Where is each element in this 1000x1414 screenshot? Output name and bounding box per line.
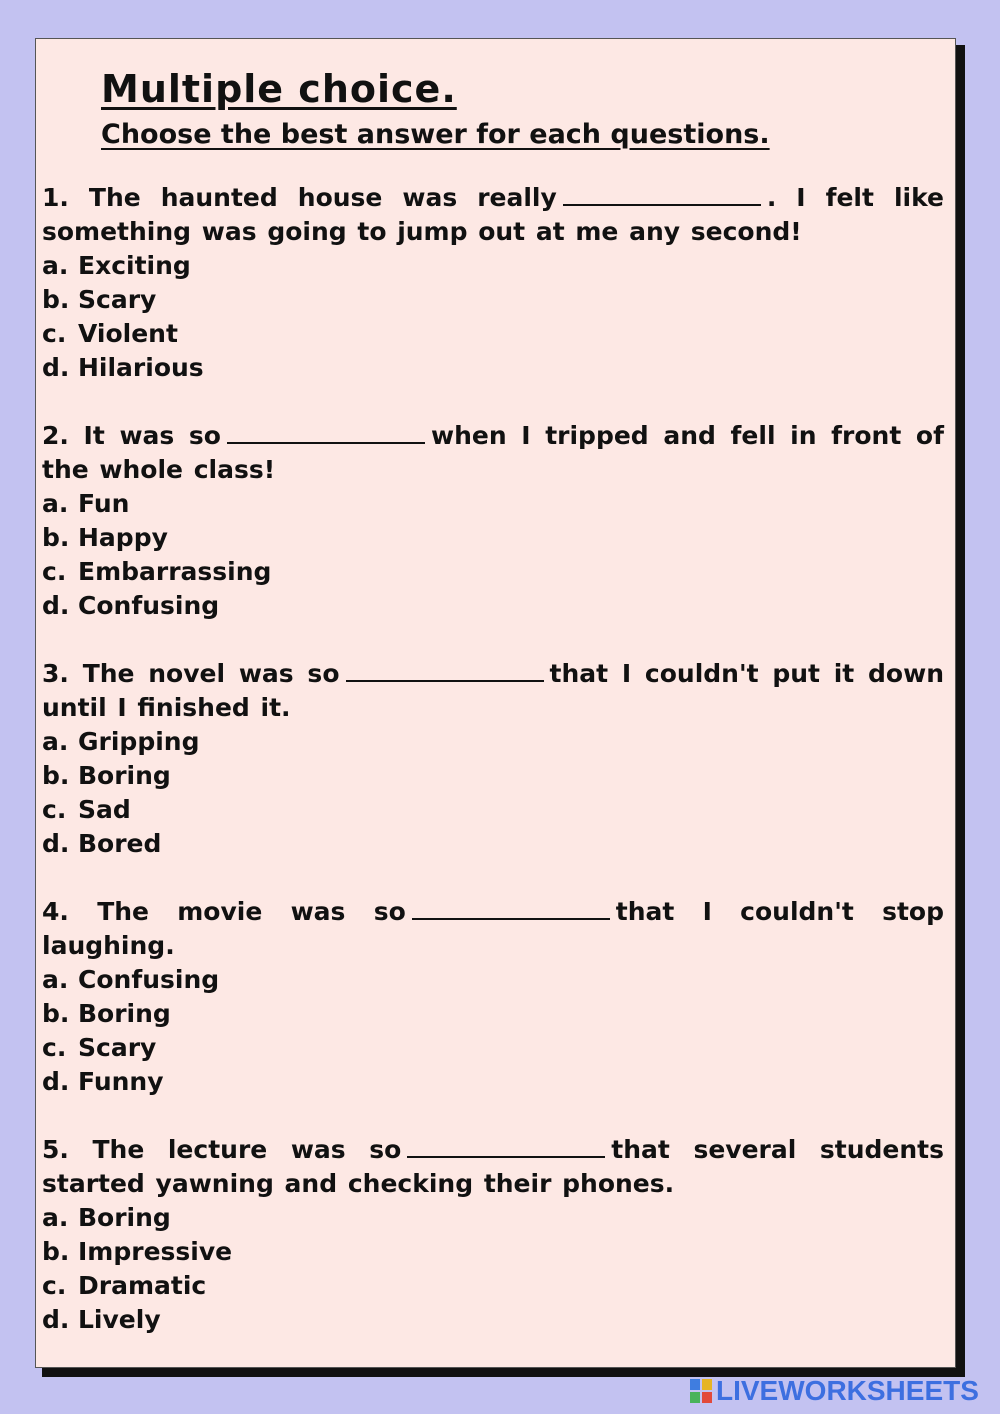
answer-blank[interactable] (407, 1134, 605, 1158)
question-5-prompt (42, 1133, 944, 1201)
option-a[interactable] (42, 249, 944, 283)
question-text-before: The lecture was so (92, 1135, 402, 1164)
question-text-before: The haunted house was really (88, 183, 557, 212)
option-b[interactable] (42, 759, 944, 793)
option-letter: d. (42, 829, 70, 858)
option-c[interactable] (42, 555, 944, 589)
answer-blank[interactable] (563, 182, 761, 206)
question-text-before: It was so (83, 421, 221, 450)
option-b[interactable] (42, 283, 944, 317)
option-text: Dramatic (78, 1271, 207, 1300)
option-text: Gripping (78, 727, 200, 756)
question-text-after: that I couldn't put it down until I finished it. (42, 659, 944, 722)
option-a[interactable] (42, 725, 944, 759)
option-text: Impressive (78, 1237, 233, 1266)
option-text: Scary (78, 1033, 157, 1062)
option-letter: b. (42, 523, 70, 552)
question-1-prompt (42, 181, 944, 249)
option-text: Funny (78, 1067, 164, 1096)
option-letter: c. (42, 319, 67, 348)
question-number: 1. (42, 183, 69, 212)
worksheet-page (35, 38, 956, 1368)
question-number: 2. (42, 421, 69, 450)
option-c[interactable] (42, 317, 944, 351)
question-number: 4. (42, 897, 69, 926)
option-letter: a. (42, 727, 69, 756)
question-number: 5. (42, 1135, 69, 1164)
option-c[interactable] (42, 1031, 944, 1065)
option-letter: a. (42, 489, 69, 518)
option-a[interactable] (42, 963, 944, 997)
worksheet-instructions: Choose the best answer for each questions. (101, 119, 770, 150)
option-letter: a. (42, 965, 69, 994)
option-letter: b. (42, 999, 70, 1028)
option-letter: d. (42, 353, 70, 382)
option-letter: b. (42, 285, 70, 314)
question-4-prompt (42, 895, 944, 963)
option-a[interactable] (42, 1201, 944, 1235)
option-text: Confusing (78, 965, 220, 994)
question-5 (42, 1133, 944, 1337)
question-1 (42, 181, 944, 385)
answer-blank[interactable] (412, 896, 610, 920)
question-3-prompt (42, 657, 944, 725)
option-b[interactable] (42, 1235, 944, 1269)
option-text: Scary (78, 285, 157, 314)
question-2 (42, 419, 944, 623)
question-number: 3. (42, 659, 69, 688)
brand-name: LIVEWORKSHEETS (716, 1375, 979, 1406)
option-text: Boring (78, 761, 171, 790)
question-2-prompt (42, 419, 944, 487)
option-c[interactable] (42, 1269, 944, 1303)
option-letter: d. (42, 591, 70, 620)
answer-blank[interactable] (346, 658, 544, 682)
option-text: Fun (78, 489, 130, 518)
question-list (42, 181, 944, 1371)
option-text: Exciting (78, 251, 191, 280)
option-d[interactable] (42, 827, 944, 861)
option-text: Sad (78, 795, 131, 824)
option-text: Embarrassing (78, 557, 272, 586)
option-a[interactable] (42, 487, 944, 521)
option-letter: d. (42, 1067, 70, 1096)
question-text-before: The novel was so (82, 659, 340, 688)
option-b[interactable] (42, 997, 944, 1031)
option-text: Bored (78, 829, 162, 858)
option-letter: a. (42, 1203, 69, 1232)
option-text: Boring (78, 1203, 171, 1232)
question-text-after: . I felt like something was going to jump out at me any second! (42, 183, 944, 246)
option-text: Lively (78, 1305, 161, 1334)
option-text: Violent (78, 319, 178, 348)
option-letter: b. (42, 1237, 70, 1266)
option-d[interactable] (42, 1303, 944, 1337)
option-d[interactable] (42, 589, 944, 623)
worksheet-title: Multiple choice. (101, 67, 457, 111)
question-text-before: The movie was so (97, 897, 406, 926)
question-3 (42, 657, 944, 861)
option-c[interactable] (42, 793, 944, 827)
option-b[interactable] (42, 521, 944, 555)
option-letter: c. (42, 795, 67, 824)
option-d[interactable] (42, 351, 944, 385)
option-letter: d. (42, 1305, 70, 1334)
option-letter: a. (42, 251, 69, 280)
option-text: Boring (78, 999, 171, 1028)
option-text: Hilarious (78, 353, 204, 382)
question-4 (42, 895, 944, 1099)
option-d[interactable] (42, 1065, 944, 1099)
option-text: Happy (78, 523, 168, 552)
option-text: Confusing (78, 591, 220, 620)
question-text-after: that several students started yawning and checking their phones. (42, 1135, 944, 1198)
answer-blank[interactable] (227, 420, 425, 444)
option-letter: b. (42, 761, 70, 790)
question-text-after: when I tripped and fell in front of the whole class! (42, 421, 944, 484)
option-letter: c. (42, 1033, 67, 1062)
option-letter: c. (42, 557, 67, 586)
liveworksheets-logo-icon (690, 1379, 712, 1403)
question-text-after: that I couldn't stop laughing. (42, 897, 944, 960)
liveworksheets-brand[interactable] (690, 1374, 979, 1408)
option-letter: c. (42, 1271, 67, 1300)
